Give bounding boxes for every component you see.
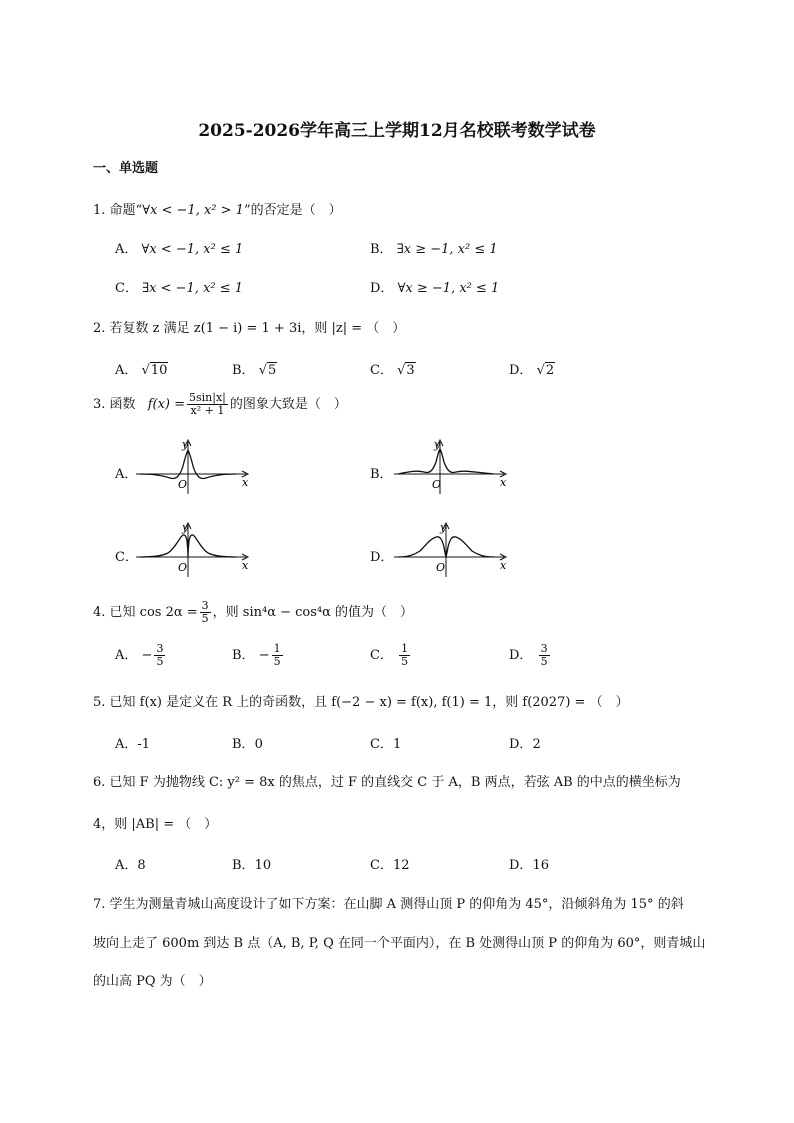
x-label: x (242, 559, 249, 572)
question-5-option-b[interactable]: B．0 (232, 737, 263, 752)
question-number: 6. (93, 775, 106, 790)
question-1-option-c[interactable]: C． ∃x < −1, x² ≤ 1 (115, 281, 244, 296)
question-4-option-a[interactable]: A． − $\frac{3}{5}$ (115, 642, 164, 668)
graph-b[interactable] (394, 436, 514, 494)
question-4-option-d[interactable]: D． $\frac{3}{5}$ (509, 642, 548, 668)
question-2-option-c[interactable]: C． √3 (370, 363, 415, 378)
question-3-option-c[interactable]: C． (115, 550, 138, 565)
question-7-stem-line-1: 7. 学生为测量青城山高度设计了如下方案：在山脚 A 测得山顶 P 的仰角为 45°，沿倾斜角为 15° 的斜 (93, 897, 684, 912)
question-number: 5. (93, 695, 106, 710)
question-4-option-b[interactable]: B． − $\frac{1}{5}$ (232, 642, 281, 668)
y-label: y (182, 438, 189, 451)
question-4-stem: 4. 已知 cos 2α = $\frac{3}{5}$ ，则 sin⁴α − cos⁴α 的值为（ ） (93, 599, 414, 625)
origin-label: O (436, 561, 446, 574)
question-6-stem-line-2: 4，则 |AB| = （ ） (93, 817, 218, 832)
x-label: x (500, 476, 507, 489)
y-label: y (440, 521, 447, 534)
graph-a[interactable] (136, 436, 256, 494)
curve (398, 449, 494, 474)
question-number: 2. (93, 321, 106, 336)
question-number: 3. (93, 397, 106, 412)
question-4-option-c[interactable]: C． $\frac{1}{5}$ (370, 642, 409, 668)
question-number: 1. (93, 203, 106, 218)
question-2-stem: 2. 若复数 z 满足 z(1 − i) = 1 + 3i，则 |z| = （ ） (93, 321, 406, 336)
x-label: x (242, 476, 249, 489)
question-number: 7. (93, 897, 106, 912)
section-heading: 一、单选题 (93, 161, 159, 176)
origin-label: O (178, 478, 188, 491)
question-6-option-d[interactable]: D．16 (509, 858, 549, 873)
question-7-stem-line-3: 的山高 PQ 为（ ） (93, 974, 212, 989)
x-label: x (500, 559, 507, 572)
question-3-stem: 3. 函数 f(x) = $\frac{5\sin|x|}{\text{x² + 1}}$ 的图象大致是（ ） (93, 391, 347, 417)
question-7-stem-line-2: 坡向上走了 600m 到达 B 点（A, B, P, Q 在同一个平面内），在 B 处测得山顶 P 的仰角为 60°，则青城山 (93, 936, 706, 951)
question-5-stem: 5. 已知 f(x) 是定义在 R 上的奇函数，且 f(−2 − x) = f(x), f(1) = 1，则 f(2027) = （ ） (93, 695, 629, 710)
question-6-option-a[interactable]: A．8 (115, 858, 146, 873)
question-number: 4. (93, 605, 106, 620)
question-6-stem-line-1: 6. 已知 F 为抛物线 C: y² = 8x 的焦点，过 F 的直线交 C 于 A，B 两点，若弦 AB 的中点的横坐标为 (93, 775, 681, 790)
question-5-option-a[interactable]: A．-1 (115, 737, 151, 752)
graph-c[interactable] (136, 519, 256, 577)
question-3-option-a[interactable]: A． (115, 467, 138, 482)
question-1-option-a[interactable]: A． ∀x < −1, x² ≤ 1 (115, 242, 244, 257)
question-2-option-d[interactable]: D． √2 (509, 363, 555, 378)
graph-d[interactable] (394, 519, 514, 577)
question-3-option-d[interactable]: D． (370, 550, 394, 565)
question-3-option-b[interactable]: B． (370, 467, 393, 482)
question-6-option-c[interactable]: C．12 (370, 858, 410, 873)
y-label: y (182, 521, 189, 534)
y-label: y (434, 438, 441, 451)
question-2-option-a[interactable]: A． √10 (115, 363, 168, 378)
question-1-option-b[interactable]: B． ∃x ≥ −1, x² ≤ 1 (370, 242, 498, 257)
origin-label: O (178, 561, 188, 574)
function-fraction: $\frac{5\sin|x|}{\text{x² + 1}}$ (189, 391, 226, 417)
question-6-option-b[interactable]: B．10 (232, 858, 272, 873)
question-5-option-c[interactable]: C．1 (370, 737, 402, 752)
cos-fraction: $\frac{3}{5}$ (201, 599, 209, 625)
origin-label: O (432, 478, 442, 491)
question-1-option-d[interactable]: D． ∀x ≥ −1, x² ≤ 1 (370, 281, 500, 296)
page-title: 2025-2026学年高三上学期12月名校联考数学试卷 (198, 121, 596, 141)
question-1-stem: 1. 命题“∀x < −1, x² > 1”的否定是（ ） (93, 203, 342, 218)
question-5-option-d[interactable]: D．2 (509, 737, 541, 752)
question-2-option-b[interactable]: B． √5 (232, 363, 277, 378)
